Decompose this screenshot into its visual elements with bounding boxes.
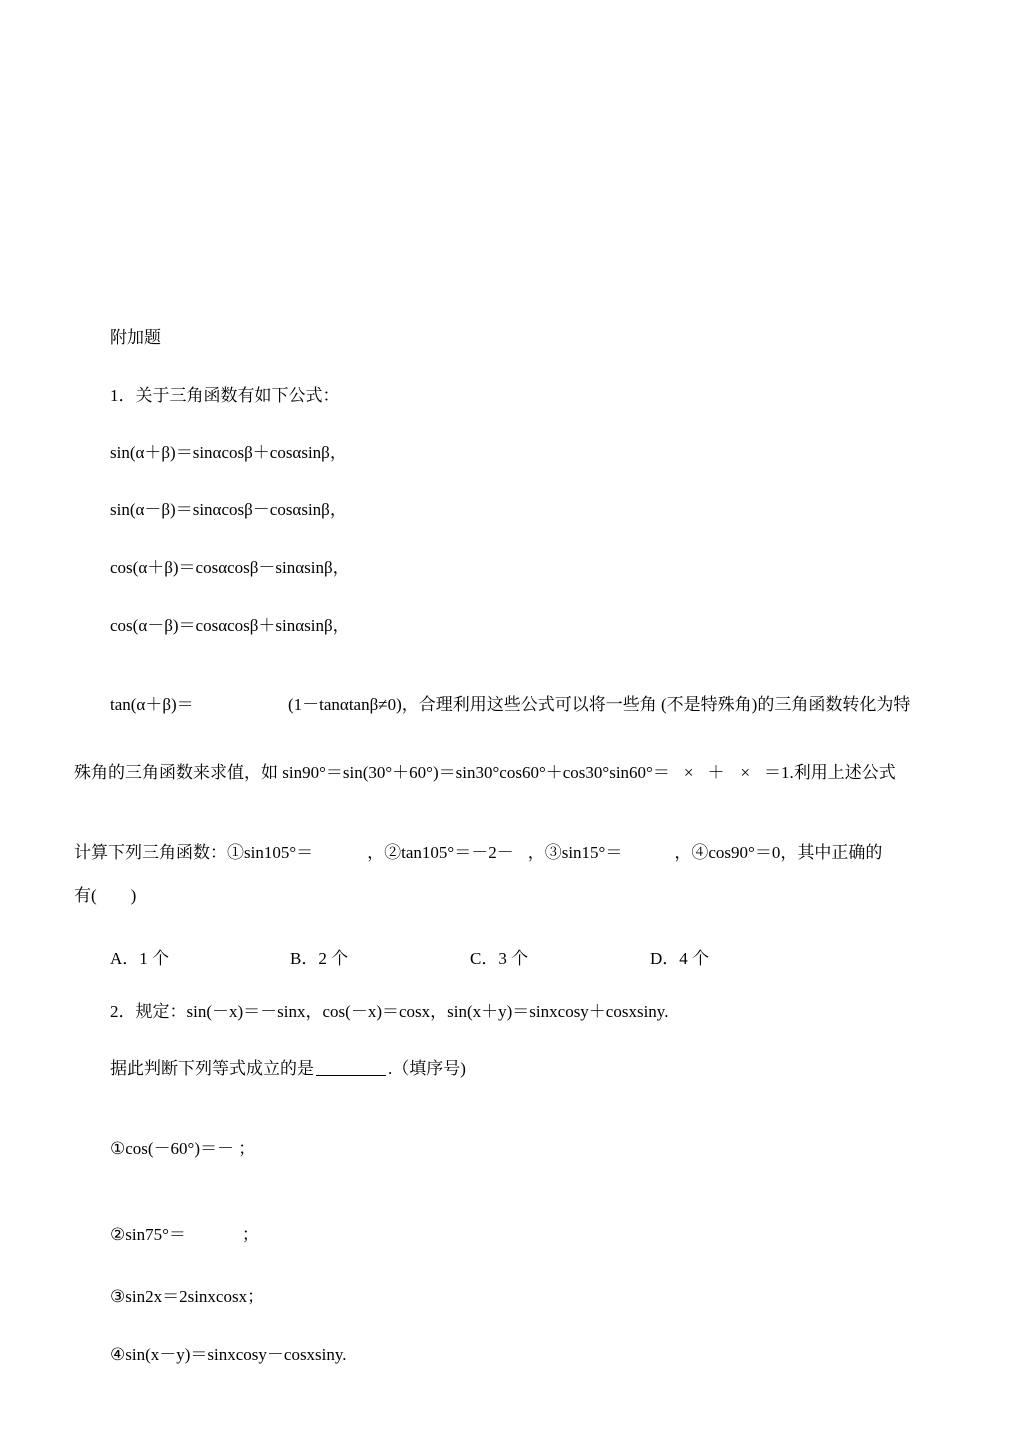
item-2-tail: ； <box>241 1225 259 1244</box>
question-1-intro: 1．关于三角函数有如下公式： <box>110 386 340 405</box>
formula-sin-sum: sin(α＋β)＝sinαcosβ＋cosαsinβ， <box>110 443 347 462</box>
choice-c[interactable]: C．3 个 <box>470 949 529 968</box>
question-2-item-3: ③sin2x＝2sinxcosx； <box>110 1287 265 1306</box>
statement-4: ，④cos90°＝0，其中正确的 <box>674 843 883 862</box>
item-2-text: ②sin75°＝ <box>110 1225 186 1244</box>
example-result: ＝1.利用上述公式 <box>764 763 896 782</box>
answer-blank[interactable] <box>316 1059 386 1076</box>
question-2-item-1: ①cos(－60°)＝－ ； <box>110 1139 256 1158</box>
example-text: 殊角的三角函数来求值，如 sin90°＝sin(30°＋60°)＝sin30°cos60°＋cos30°sin60°＝ <box>74 763 670 782</box>
prompt-text: 据此判断下列等式成立的是 <box>110 1059 314 1078</box>
choice-d[interactable]: D．4 个 <box>650 949 710 968</box>
formula-tan-sum-left: tan(α＋β)＝ <box>110 695 194 714</box>
section-heading: 附加题 <box>110 328 161 347</box>
times-sign-1: × <box>683 763 694 782</box>
statement-1: 计算下列三角函数：①sin105°＝ <box>74 843 314 862</box>
formula-tan-sum-right: (1－tanαtanβ≠0)，合理利用这些公式可以将一些角 (不是特殊角)的三角函数转化为特 <box>288 695 911 714</box>
choice-a[interactable]: A．1 个 <box>110 949 170 968</box>
times-sign-2: × <box>740 763 751 782</box>
question-2-prompt <box>110 1059 466 1079</box>
question-1-example <box>74 763 896 783</box>
formula-cos-sum: cos(α＋β)＝cosαcosβ－sinαsinβ， <box>110 558 350 577</box>
formula-sin-diff: sin(α－β)＝sinαcosβ－cosαsinβ， <box>110 500 347 519</box>
formula-cos-diff: cos(α－β)＝cosαcosβ＋sinαsinβ， <box>110 616 350 635</box>
question-2-intro: 2．规定：sin(－x)＝－sinx，cos(－x)＝cosx，sin(x＋y)＝sinxcosy＋cosxsiny. <box>110 1002 669 1021</box>
question-2-item-4: ④sin(x－y)＝sinxcosy－cosxsiny. <box>110 1345 347 1364</box>
plus-sign: ＋ <box>707 763 725 782</box>
statement-3: ，③sin15°＝ <box>527 843 623 862</box>
statement-2: ，②tan105°＝－2－ <box>367 843 514 862</box>
choice-b[interactable]: B．2 个 <box>290 949 349 968</box>
question-1-ask: 有( ) <box>74 886 137 905</box>
question-2-item-2 <box>110 1225 259 1245</box>
prompt-suffix: .（填序号) <box>388 1059 466 1078</box>
question-1-statements <box>74 843 882 863</box>
